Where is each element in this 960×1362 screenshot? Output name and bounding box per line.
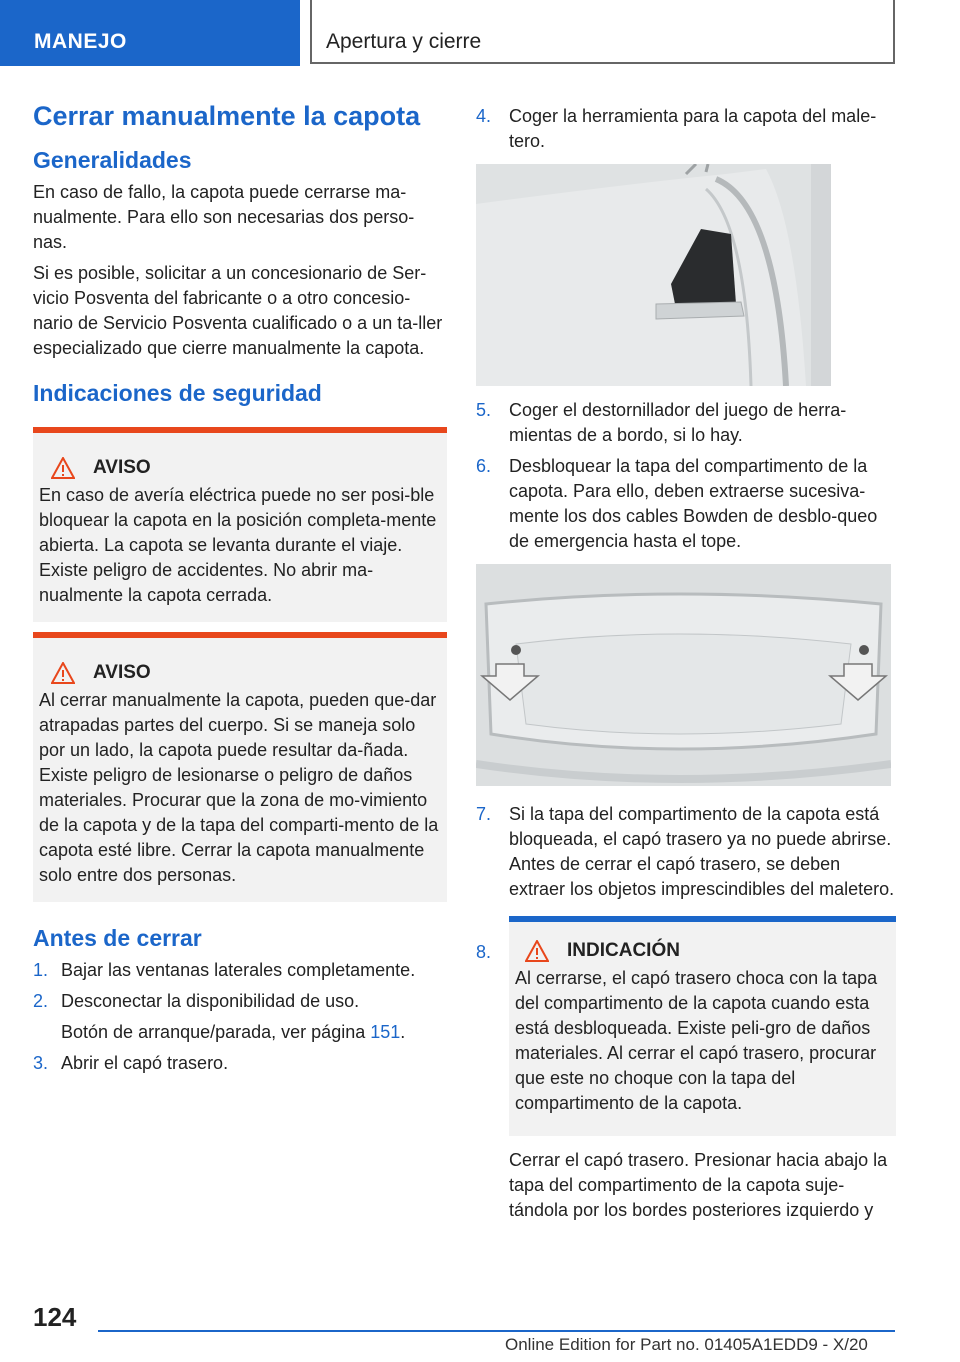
- warning-box-2: [33, 632, 447, 902]
- list-item: 1. Bajar las ventanas laterales completamente.: [33, 960, 416, 981]
- general-heading: Generalidades: [33, 147, 192, 174]
- general-paragraph-1: En caso de fallo, la capota puede cerrarse ma-nualmente. Para ello son necesarias dos perso-nas.: [33, 182, 415, 253]
- warning-text: Al cerrar manualmente la capota, pueden que-dar atrapadas partes del cuerpo. Si se maneja solo por un lado, la capota puede resultar da-ñada. Existe peligro de lesionarse o peligro de daños materiales. Procurar que la zona de mo-vimiento de la capota y de la tapa del comparti-mento de la capota esté libre. Cerrar la capota manualmente solo entre dos personas.: [39, 690, 439, 886]
- bowden-cables-illustration: [476, 564, 891, 786]
- footer-edition: Online Edition for Part no. 01405A1EDD9 - X/20: [505, 1335, 868, 1354]
- list-item: 6. Desbloquear la tapa del compartimento de la capota. Para ello, deben extraerse sucesiva-mente los dos cables Bowden de desblo-queo de emergencia hasta el tope.: [476, 456, 878, 551]
- before-closing-heading: Antes de cerrar: [33, 925, 202, 952]
- steps-list-left-2: [33, 1051, 447, 1076]
- chapter-tab: [0, 0, 300, 66]
- bowden-cables-figure: [476, 564, 891, 786]
- step-8: [476, 916, 896, 1223]
- note-text: Al cerrarse, el capó trasero choca con la tapa del compartimento de la capota cuando esta está desbloqueada. Existe peli-gro de daños materiales. Al cerrar el capó trasero, procurar que este no choque con la tapa del compartimento de la capota.: [515, 968, 878, 1113]
- footer-divider: [98, 1330, 895, 1332]
- list-item: 5. Coger el destornillador del juego de herra-mientas de a bordo, si lo hay.: [476, 400, 847, 445]
- section-label: Apertura y cierre: [326, 30, 482, 53]
- general-paragraph-2: Si es posible, solicitar a un concesionario de Ser-vicio Posventa del fabricante o a otro concesio-nario de Servicio Posventa cualificado o a un ta-ller especializado que cierre manualmente la capota.: [33, 263, 443, 359]
- warning-text: En caso de avería eléctrica puede no ser posi-ble bloquear la capota en la posición completa-mente abierta. La capota se levanta durante el viaje. Existe peligro de accidentes. No abrir ma-nualmente la capota cerrada.: [39, 485, 437, 606]
- list-item: 2. Desconectar la disponibilidad de uso.: [33, 991, 360, 1012]
- warning-icon: [51, 457, 75, 479]
- trunk-tool-illustration: [476, 164, 831, 386]
- step-2-reference: Botón de arranque/parada, ver página 151.: [61, 1022, 406, 1043]
- list-item: 3. Abrir el capó trasero.: [33, 1053, 229, 1074]
- safety-heading: Indicaciones de seguridad: [33, 380, 322, 407]
- warning-box-1: [33, 427, 447, 622]
- note-box: [509, 916, 896, 1136]
- page-number: 124: [33, 1302, 77, 1332]
- list-item: 7. Si la tapa del compartimento de la capota está bloqueada, el capó trasero ya no puede abrirse. Antes de cerrar el capó trasero, se deben extraer los objetos imprescindibles del maletero.: [476, 804, 895, 899]
- trunk-tool-figure: [476, 164, 831, 386]
- chapter-label: MANEJO: [34, 30, 127, 53]
- notice-icon: [525, 940, 549, 962]
- right-column: [476, 104, 896, 1229]
- note-title: INDICACIÓN: [567, 940, 680, 961]
- steps-list-left: [33, 958, 447, 1014]
- step-8-number: 8.: [476, 942, 492, 962]
- closing-paragraph: Cerrar el capó trasero. Presionar hacia abajo la tapa del compartimento de la capota suje-tándola por los bordes posteriores izquierdo y: [509, 1150, 888, 1220]
- page-link[interactable]: 151: [370, 1022, 401, 1043]
- warning-icon: [51, 662, 75, 684]
- left-column: [33, 100, 447, 1082]
- list-item: 4. Coger la herramienta para la capota del male-tero.: [476, 106, 877, 151]
- warning-title: AVISO: [93, 457, 151, 479]
- warning-title: AVISO: [93, 662, 151, 684]
- page-title: Cerrar manualmente la capota: [33, 101, 421, 131]
- section-tab: [310, 0, 895, 64]
